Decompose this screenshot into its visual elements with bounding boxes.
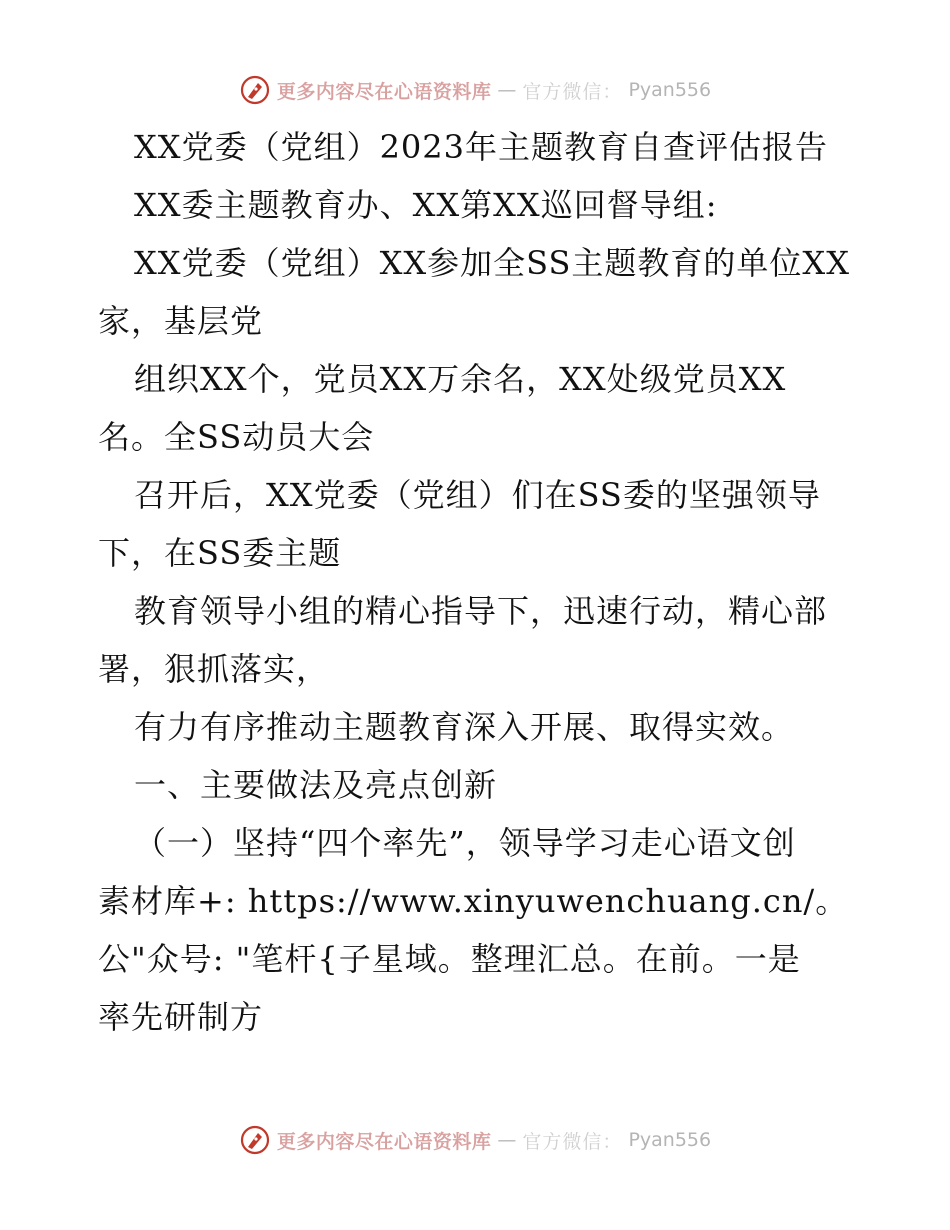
- watermark-separator: —: [497, 79, 517, 101]
- footer-watermark: [0, 1120, 950, 1160]
- document-line: 署，狠抓落实，: [98, 650, 330, 688]
- document-line: 下，在SS委主题: [98, 534, 342, 572]
- document-line: 有力有序推动主题教育深入开展、取得实效。: [134, 708, 795, 746]
- document-line: 名。全SS动员大会: [98, 418, 375, 456]
- document-title: XX党委（党组）2023年主题教育自查评估报告: [134, 128, 829, 166]
- watermark-prefix: 更多内容尽在心语资料库: [276, 1130, 492, 1153]
- watermark-prefix: 更多内容尽在心语资料库: [276, 80, 492, 103]
- document-line: XX党委（党组）XX参加全SS主题教育的单位XX: [134, 244, 850, 282]
- watermark-separator: —: [497, 1129, 517, 1151]
- watermark-wechat-label: 官方微信：: [522, 1130, 623, 1153]
- document-line: 率先研制方: [98, 998, 264, 1036]
- watermark-wechat-id: Pyan556: [628, 1129, 712, 1151]
- pen-nib-logo-icon: [239, 1124, 271, 1156]
- section-heading: 一、主要做法及亮点创新: [134, 766, 498, 804]
- header-watermark: [0, 70, 950, 110]
- pen-nib-logo-icon: [239, 74, 271, 106]
- document-body: [98, 118, 868, 1046]
- document-line: 召开后，XX党委（党组）们在SS委的坚强领导: [134, 476, 821, 514]
- watermark-wechat-id: Pyan556: [628, 79, 712, 101]
- document-line: 组织XX个，党员XX万余名，XX处级党员XX: [134, 360, 787, 398]
- document-line: 公"众号: "笔杆{子星域。整理汇总。在前。一是: [98, 940, 801, 978]
- document-line: 教育领导小组的精心指导下，迅速行动，精心部: [134, 592, 828, 630]
- document-line: XX委主题教育办、XX第XX巡回督导组:: [134, 186, 718, 224]
- document-line: 素材库+: https://www.xinyuwenchuang.cn/。: [98, 882, 849, 920]
- document-line: 家，基层党: [98, 302, 264, 340]
- subsection-heading: （一）坚持“四个率先”，领导学习走心语文创: [134, 824, 796, 862]
- watermark-wechat-label: 官方微信：: [522, 80, 623, 103]
